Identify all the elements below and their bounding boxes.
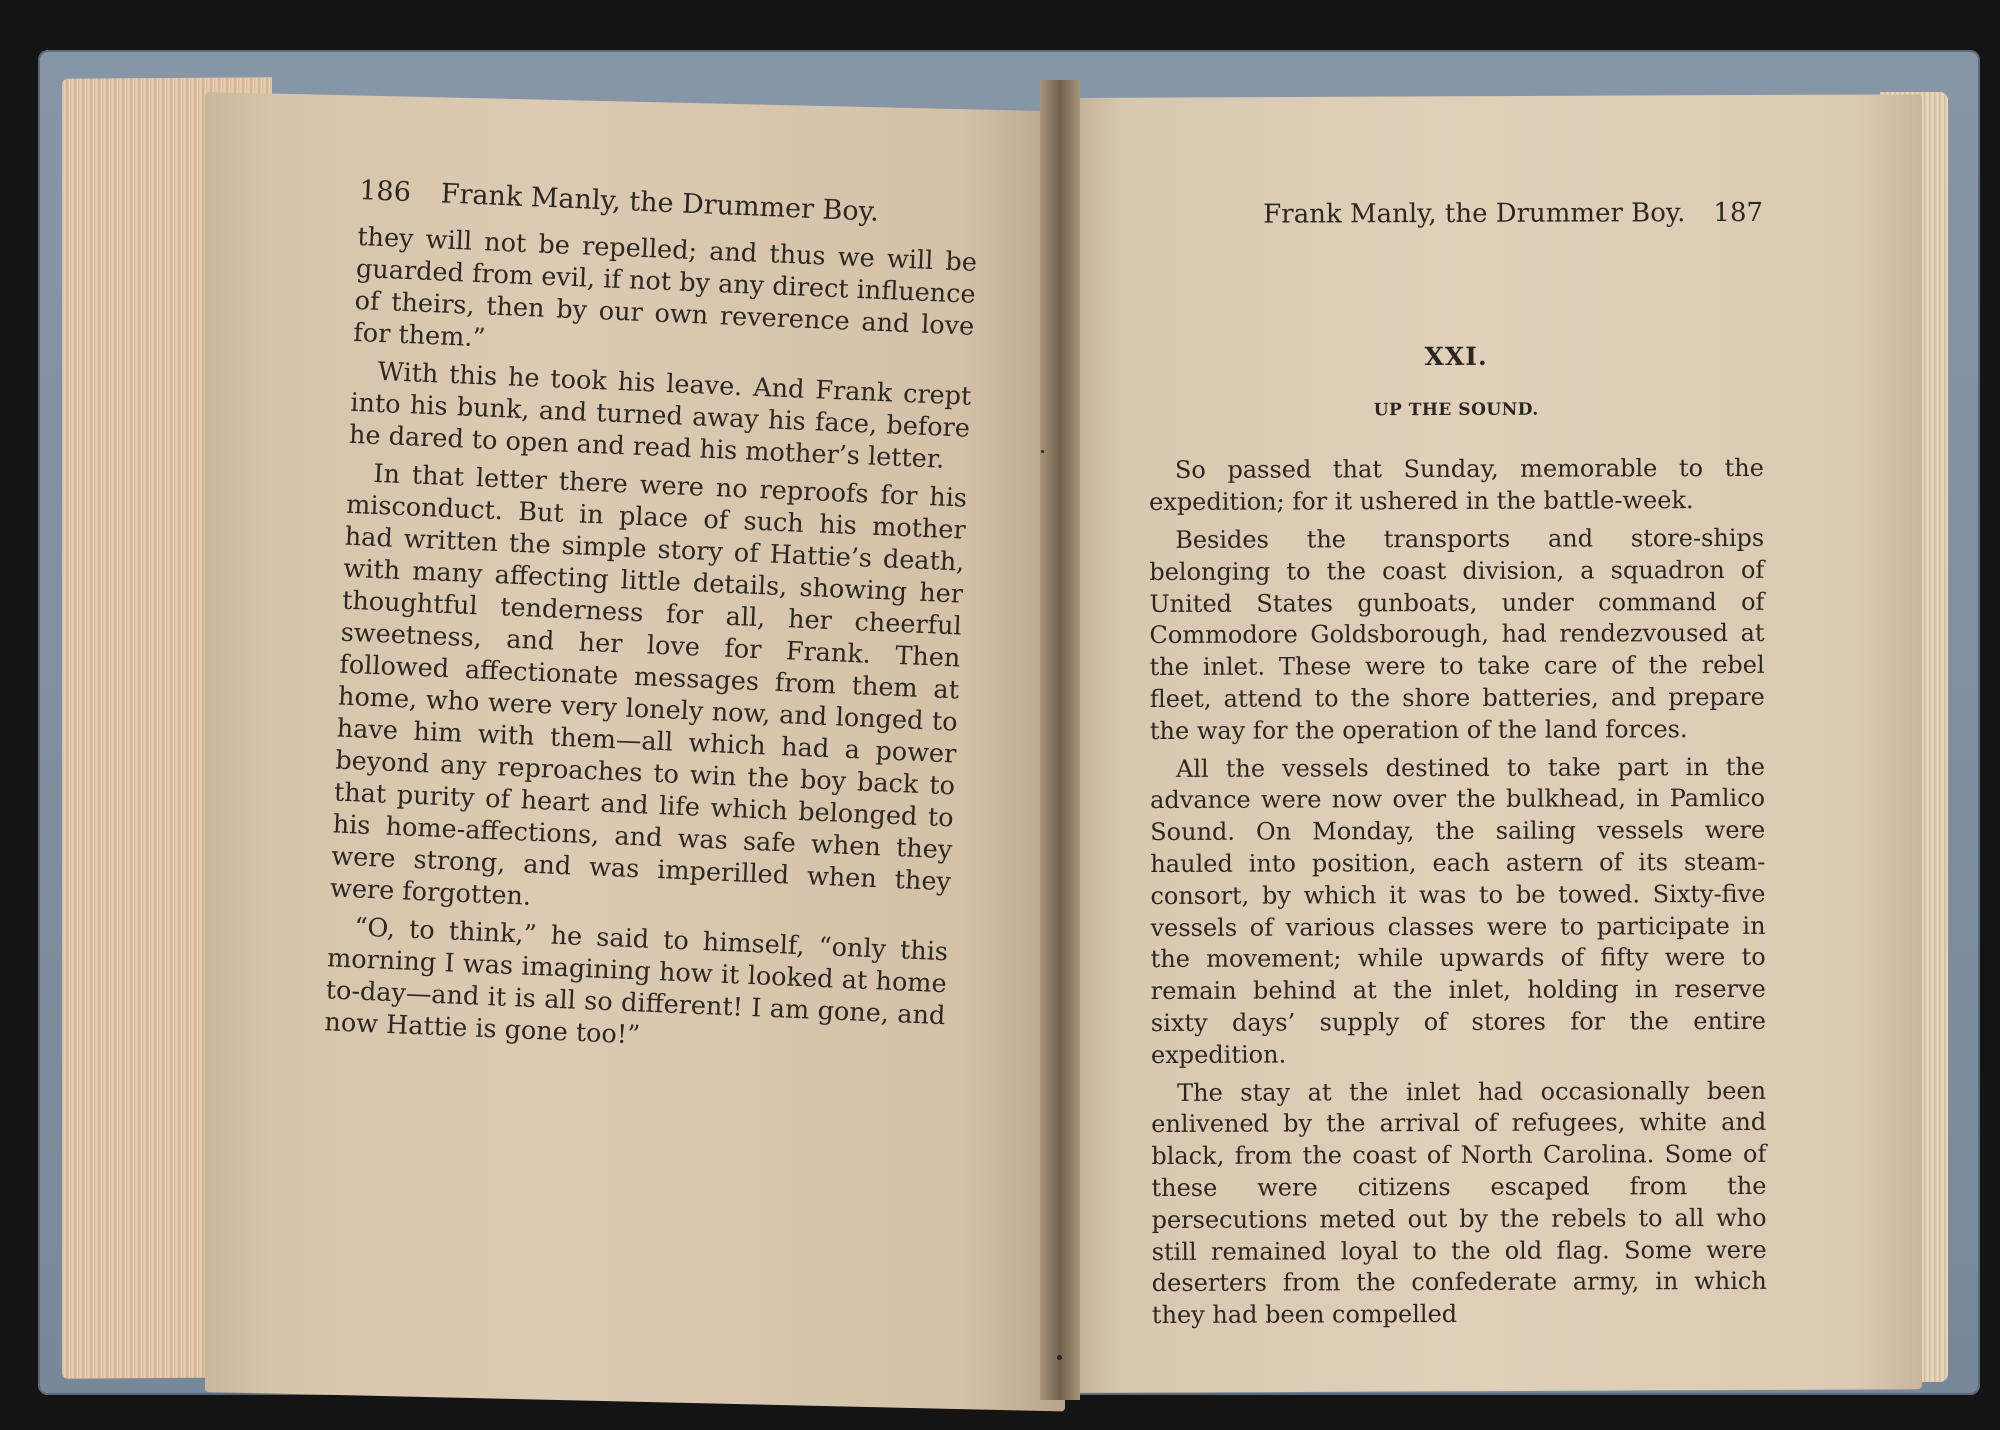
page-number-left: 186 xyxy=(358,175,412,209)
right-running-head xyxy=(1148,198,1763,232)
paragraph: All the vessels destined to take part in the advance were now over the bulkhead, in Pamlico Sound. On Monday, the sailing vessels were hauled into position, each astern of its steam-consort, by which it was to be towed. Sixty-five vessels of various classes were to participate in the movement; while upwards of fifty were to remain behind at the inlet, holding in reserve sixty days’ supply of stores for the entire expedition. xyxy=(1150,752,1766,1069)
left-page-text xyxy=(324,175,980,1070)
paragraph: Besides the transports and store-ships belonging to the coast division, a squadron of United States gunboats, under command of Commodore Goldsborough, had rendezvoused at the inlet. These were to take care of the rebel fleet, attend to the shore batteries, and prepare the way for the operation of the land forces. xyxy=(1149,523,1765,745)
page-number-right: 187 xyxy=(1713,197,1764,229)
paragraph: The stay at the inlet had occasionally been enlivened by the arrival of refugees, white and black, from the coast of North Carolina. Some of these were citizens escaped from the persecutions meted out by the rebels to all who still remained loyal to the old flag. Some were deserters from the confederate army, in which they had been compelled xyxy=(1151,1076,1767,1330)
right-page-text xyxy=(1148,198,1767,1338)
running-head-title-right: Frank Manly, the Drummer Boy. xyxy=(1263,198,1686,230)
chapter-title: UP THE SOUND. xyxy=(1373,399,1539,420)
chapter-number: XXI. xyxy=(1424,341,1488,371)
paragraph: With this he took his leave. And Frank crept into his bunk, and turned away his face, before he dared to open and read his mother’s letter. xyxy=(348,356,972,475)
paragraph: In that letter there were no reproofs for his misconduct. But in place of such his mother had written the simple story of Hattie’s death, with many affecting little details, showing her thoughtful tenderness for all, her cheerful sweetness, and her love for Frank. Then followed affectionate messages from them at home, who were very lonely now, and longed to have him with them—all which had a power beyond any reproaches to win the boy back to that purity of heart and life which belonged to his home-affections, and was safe when they were strong, and was imperilled when they were forgotten. xyxy=(329,458,968,912)
book-gutter xyxy=(1040,80,1080,1400)
ink-speck xyxy=(1057,1355,1062,1360)
ink-speck xyxy=(1041,450,1044,453)
paragraph: “O, to think,” he said to himself, “only this morning I was imagining how it looked at home to-day—and it is all so different! I am gone, and now Hattie is gone too!” xyxy=(323,912,949,1051)
paragraph: they will not be repelled; and thus we will be guarded from evil, if not by any direct influence of theirs, then by our own reverence and love for them.” xyxy=(352,221,978,354)
paragraph: So passed that Sunday, memorable to the expedition; for it ushered in the battle-week. xyxy=(1149,454,1764,517)
running-head-title-left: Frank Manly, the Drummer Boy. xyxy=(440,178,880,228)
